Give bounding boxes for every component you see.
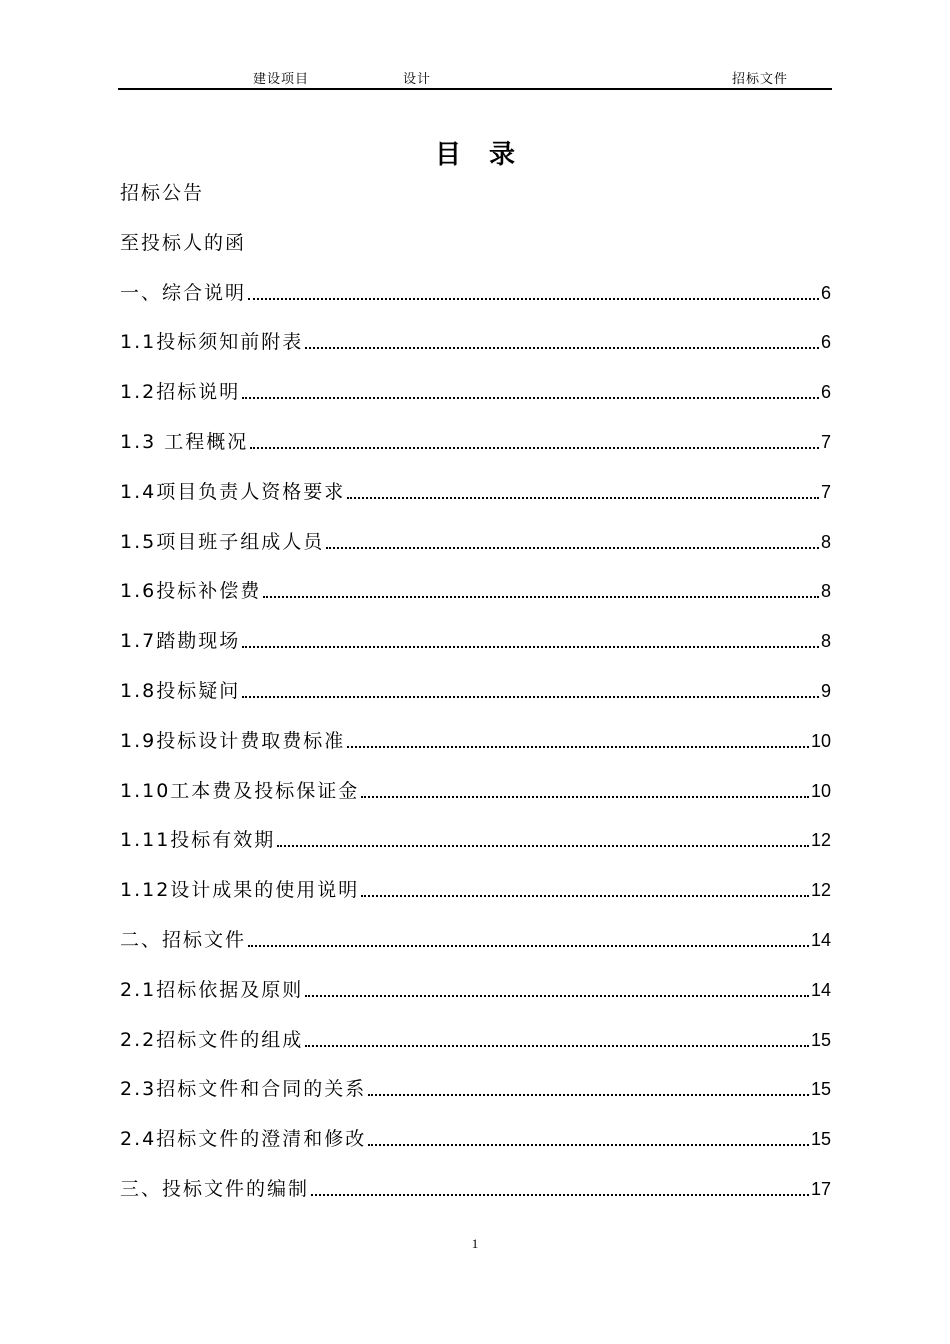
toc-entry-page: 14 (810, 979, 831, 1000)
toc-entry-page: 15 (810, 1029, 831, 1050)
toc-entry-label: 1.7踏勘现场 (120, 630, 241, 653)
toc-entry-label: 1.8投标疑问 (120, 680, 241, 702)
toc-entry[interactable] (120, 825, 831, 855)
toc-entry[interactable] (120, 576, 831, 606)
toc-entry-label: 1.11投标有效期 (120, 829, 276, 852)
toc-entry-page: 6 (820, 282, 831, 303)
page-number: 1 (471, 1236, 479, 1251)
page-header (118, 66, 832, 90)
toc-dot-leader (242, 695, 819, 698)
toc-entry[interactable] (120, 776, 831, 806)
toc-entry[interactable] (120, 477, 831, 507)
toc-dot-leader (326, 546, 819, 549)
toc-entry-label: 2.3招标文件和合同的关系 (120, 1078, 367, 1101)
header-design: 设计 (403, 72, 432, 87)
toc-dot-leader (263, 595, 819, 598)
toc-entry-page: 6 (820, 332, 831, 353)
toc-entry[interactable] (120, 178, 831, 208)
toc-entry[interactable] (120, 427, 831, 457)
toc-entry-label: 1.5项目班子组成人员 (120, 530, 325, 553)
toc-dot-leader (242, 396, 819, 399)
toc-dot-leader (305, 346, 819, 349)
toc-dot-leader (305, 1044, 809, 1047)
toc-entry-page: 8 (820, 581, 831, 602)
toc-entry[interactable] (120, 1074, 831, 1104)
toc-entry-label: 二、招标文件 (120, 929, 247, 951)
toc-entry-label: 2.2招标文件的组成 (120, 1028, 304, 1051)
toc-title: 目录 (434, 140, 543, 170)
toc-entry-label: 1.3 工程概况 (120, 431, 249, 453)
toc-entry-page: 6 (820, 382, 831, 403)
toc-entry-label: 1.4项目负责人资格要求 (120, 480, 346, 503)
toc-entry-page: 7 (820, 432, 831, 452)
toc-entry-label: 招标公告 (120, 182, 205, 204)
toc-entry[interactable] (120, 327, 831, 357)
toc-entry-label: 2.1招标依据及原则 (120, 978, 304, 1001)
toc-entry[interactable] (120, 1025, 831, 1055)
toc-entry[interactable] (120, 875, 831, 905)
toc-dot-leader (250, 446, 819, 449)
toc-dot-leader (347, 745, 809, 748)
toc-entry[interactable] (120, 975, 831, 1005)
toc-dot-leader (248, 297, 819, 300)
toc-entry-page: 8 (820, 531, 831, 552)
toc-dot-leader (248, 944, 809, 947)
toc-dot-leader (277, 844, 809, 847)
header-project: 建设项目 (253, 72, 310, 87)
toc-entry[interactable] (120, 278, 831, 308)
toc-entry-label: 1.10工本费及投标保证金 (120, 779, 360, 802)
toc-dot-leader (361, 795, 809, 798)
toc-entry-label: 三、投标文件的编制 (120, 1178, 310, 1200)
toc-entry-label: 1.9投标设计费取费标准 (120, 729, 346, 752)
toc-entry[interactable] (120, 1124, 831, 1154)
toc-entry-page: 9 (820, 681, 831, 701)
toc-dot-leader (368, 1143, 809, 1146)
toc-entry[interactable] (120, 925, 831, 955)
toc-entry-label: 至投标人的函 (120, 231, 247, 254)
toc-entry-page: 12 (810, 880, 831, 901)
toc-dot-leader (311, 1193, 809, 1196)
toc-dot-leader (305, 994, 809, 997)
toc-entry-label: 1.12设计成果的使用说明 (120, 879, 360, 902)
toc-entry[interactable] (120, 377, 831, 407)
toc-entry-page: 12 (810, 830, 831, 851)
toc-dot-leader (347, 496, 819, 499)
toc-entry-page: 15 (810, 1079, 831, 1100)
toc-entry-label: 2.4招标文件的澄清和修改 (120, 1128, 367, 1151)
toc-entry[interactable] (120, 676, 831, 706)
toc-entry-page: 10 (810, 780, 831, 801)
toc-entry[interactable] (120, 626, 831, 656)
toc-dot-leader (361, 894, 809, 897)
toc-entry-page: 14 (810, 930, 831, 950)
toc-entry-page: 15 (810, 1129, 831, 1150)
toc-entry-page: 17 (810, 1179, 831, 1199)
toc-entry[interactable] (120, 1174, 831, 1204)
toc-entry-page: 8 (820, 631, 831, 652)
toc-entry-label: 1.2招标说明 (120, 381, 241, 404)
toc-entry-label: 一、综合说明 (120, 281, 247, 304)
toc-entry[interactable] (120, 726, 831, 756)
header-doc-type: 招标文件 (731, 72, 788, 87)
toc-entry-page: 7 (820, 481, 831, 502)
toc-dot-leader (242, 645, 819, 648)
toc-entry-label: 1.6投标补偿费 (120, 580, 262, 603)
toc-entry[interactable] (120, 527, 831, 557)
toc-entry-label: 1.1投标须知前附表 (120, 331, 304, 354)
toc-dot-leader (368, 1093, 809, 1096)
toc-entry-page: 10 (810, 730, 831, 751)
toc-entry[interactable] (120, 228, 831, 258)
